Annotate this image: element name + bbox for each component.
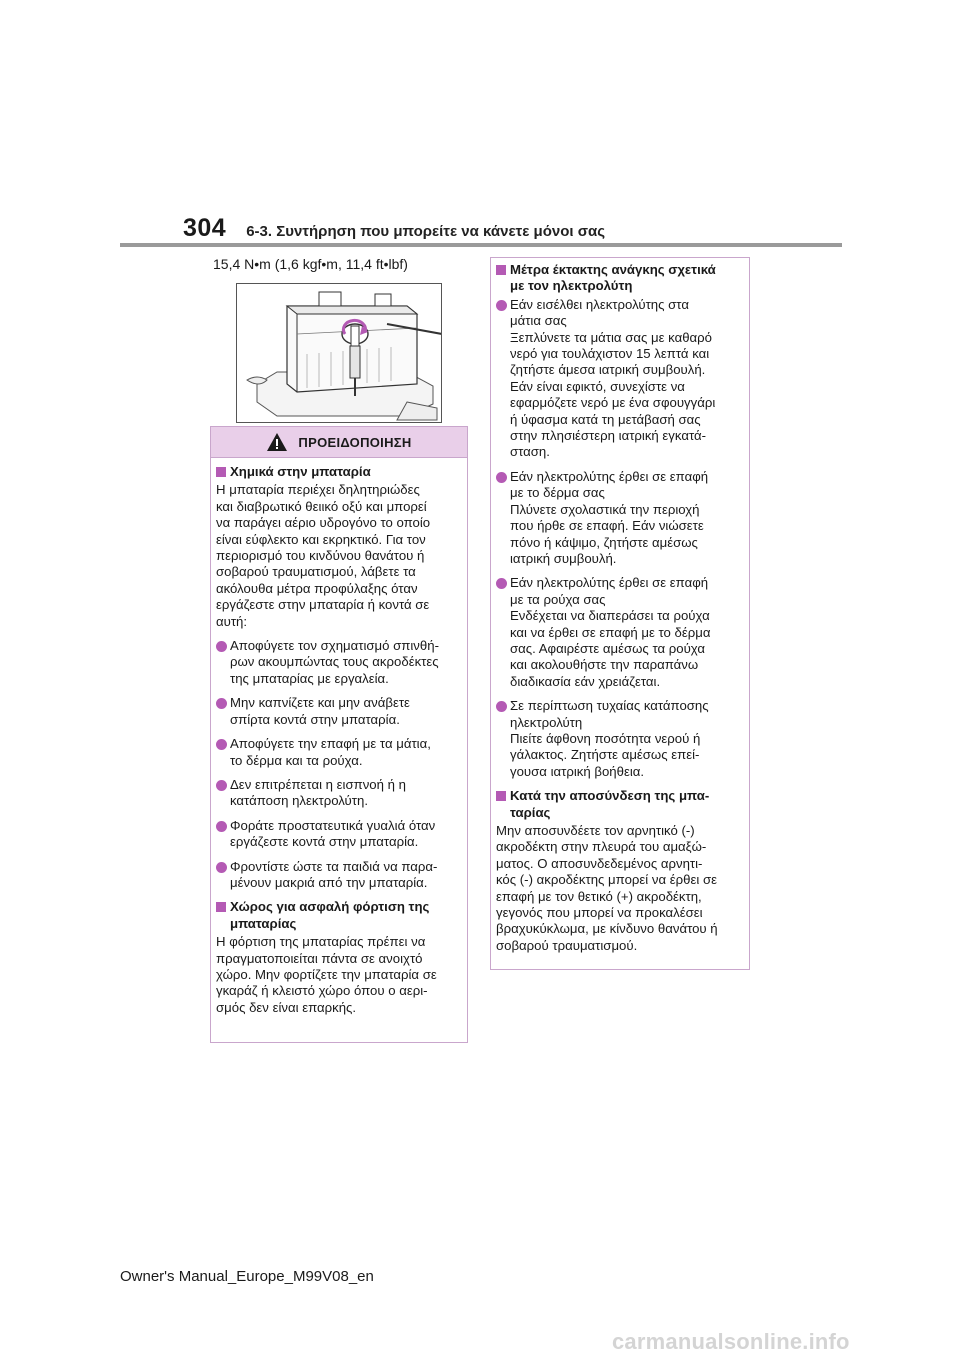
warning-title: ΠΡΟΕΙΔΟΠΟΙΗΣΗ <box>298 434 412 450</box>
heading-emergency-measures: Μέτρα έκτακτης ανάγκης σχετικά με τον ηλεκτρολύτη <box>496 262 746 295</box>
list-item: Εάν ηλεκτρολύτης έρθει σε επαφή με το δέρμα σας Πλύνετε σχολαστικά την περιοχή που ήρθε σε επαφή. Εάν νιώσετε πόνο ή κάψιμο, ζητήστε αμέσως ιατρική συμβουλή. <box>496 469 746 567</box>
round-bullet-icon <box>216 862 227 873</box>
list-item: Φροντίστε ώστε τα παιδιά να παρα- μένουν μακριά από την μπαταρία. <box>216 859 464 892</box>
warning-continued-content <box>496 262 746 962</box>
heading-battery-chemicals: Χημικά στην μπαταρία <box>216 464 464 480</box>
battery-clamp-illustration <box>236 283 442 423</box>
header-rule <box>120 243 842 247</box>
battery-illustration-svg <box>237 284 441 422</box>
list-item: Δεν επιτρέπεται η εισπνοή ή η κατάποση ηλεκτρολύτη. <box>216 777 464 810</box>
round-bullet-icon <box>496 472 507 483</box>
heading-safe-charging: Χώρος για ασφαλή φόρτιση της μπαταρίας <box>216 899 464 932</box>
battery-disconnect-text: Μην αποσυνδέετε τον αρνητικό (-) ακροδέκτη στην πλευρά του αμαξώ- ματος. Ο αποσυνδεδεμένος αρνητι- κός (-) ακροδέκτης μπορεί να έρθει σε επαφή με τον θετικό (+) ακροδέκτη, γεγονός που μπορεί να προκαλέσει βραχυκύκλωμα, με κίνδυνο θανάτου ή σοβαρού τραυματισμού. <box>496 823 718 953</box>
round-bullet-icon <box>216 641 227 652</box>
torque-spec: 15,4 N•m (1,6 kgf•m, 11,4 ft•lbf) <box>213 256 408 272</box>
round-bullet-icon <box>216 780 227 791</box>
list-item: Αποφύγετε την επαφή με τα μάτια, το δέρμα και τα ρούχα. <box>216 736 464 769</box>
watermark: carmanualsonline.info <box>612 1329 850 1354</box>
round-bullet-icon <box>216 739 227 750</box>
list-item: Σε περίπτωση τυχαίας κατάποσης ηλεκτρολύτη Πιείτε άφθονη ποσότητα νερού ή γάλακτος. Ζητήστε αμέσως επεί- γουσα ιατρική βοήθεια. <box>496 698 746 780</box>
footer-manual-id: Owner's Manual_Europe_M99V08_en <box>120 1268 374 1285</box>
round-bullet-icon <box>216 698 227 709</box>
heading-battery-disconnect: Κατά την αποσύνδεση της μπα- ταρίας <box>496 788 746 821</box>
list-item: Εάν εισέλθει ηλεκτρολύτης στα μάτια σας Ξεπλύνετε τα μάτια σας με καθαρό νερό για τουλάχιστον 15 λεπτά και ζητήστε άμεσα ιατρική συμβουλή. Εάν είναι εφικτό, συνεχίστε να εφαρμόζετε νερό με ένα σφουγγάρι ή ύφασμα κατά τη μετάβασή σας στην πλησιέστερη ιατρική εγκατά- σταση. <box>496 297 746 461</box>
page-header <box>183 214 605 243</box>
section-title: 6-3. Συντήρηση που μπορείτε να κάνετε μόνοι σας <box>246 223 606 240</box>
round-bullet-icon <box>496 300 507 311</box>
square-bullet-icon <box>496 791 506 801</box>
list-item: Φοράτε προστατευτικά γυαλιά όταν εργάζεστε κοντά στην μπαταρία. <box>216 818 464 851</box>
warning-content <box>216 464 464 1024</box>
round-bullet-icon <box>496 578 507 589</box>
list-item: Εάν ηλεκτρολύτης έρθει σε επαφή με τα ρούχα σας Ενδέχεται να διαπεράσει τα ρούχα και να έρθει σε επαφή με το δέρμα σας. Αφαιρέστε αμέσως τα ρούχα και ακολουθήστε την παραπάνω διαδικασία εάν χρειάζεται. <box>496 575 746 690</box>
list-item: Μην καπνίζετε και μην ανάβετε σπίρτα κοντά στην μπαταρία. <box>216 695 464 728</box>
warning-header <box>211 427 467 458</box>
warning-triangle-icon <box>266 432 288 452</box>
round-bullet-icon <box>216 821 227 832</box>
list-item: Αποφύγετε τον σχηματισμό σπινθή- ρων ακουμπώντας τους ακροδέκτες της μπαταρίας με εργαλεία. <box>216 638 464 687</box>
page-number: 304 <box>183 214 227 242</box>
round-bullet-icon <box>496 701 507 712</box>
safe-charging-text: Η φόρτιση της μπαταρίας πρέπει να πραγματοποιείται πάντα σε ανοιχτό χώρο. Μην φορτίζετε την μπαταρία σε γκαράζ ή κλειστό χώρο όπου ο αερι- σμός δεν είναι επαρκής. <box>216 934 437 1015</box>
square-bullet-icon <box>216 902 226 912</box>
square-bullet-icon <box>496 265 506 275</box>
battery-chemicals-text: Η μπαταρία περιέχει δηλητηριώδες και διαβρωτικό θειικό οξύ και μπορεί να παράγει αέριο υδρογόνο το οποίο είναι εύφλεκτο και εκρηκτικό. Για τον περιορισμό του κινδύνου θανάτου ή σοβαρού τραυματισμού, λάβετε τα ακόλουθα μέτρα προφύλαξης όταν εργάζεστε στην μπαταρία ή κοντά σε αυτή: <box>216 482 431 629</box>
square-bullet-icon <box>216 467 226 477</box>
